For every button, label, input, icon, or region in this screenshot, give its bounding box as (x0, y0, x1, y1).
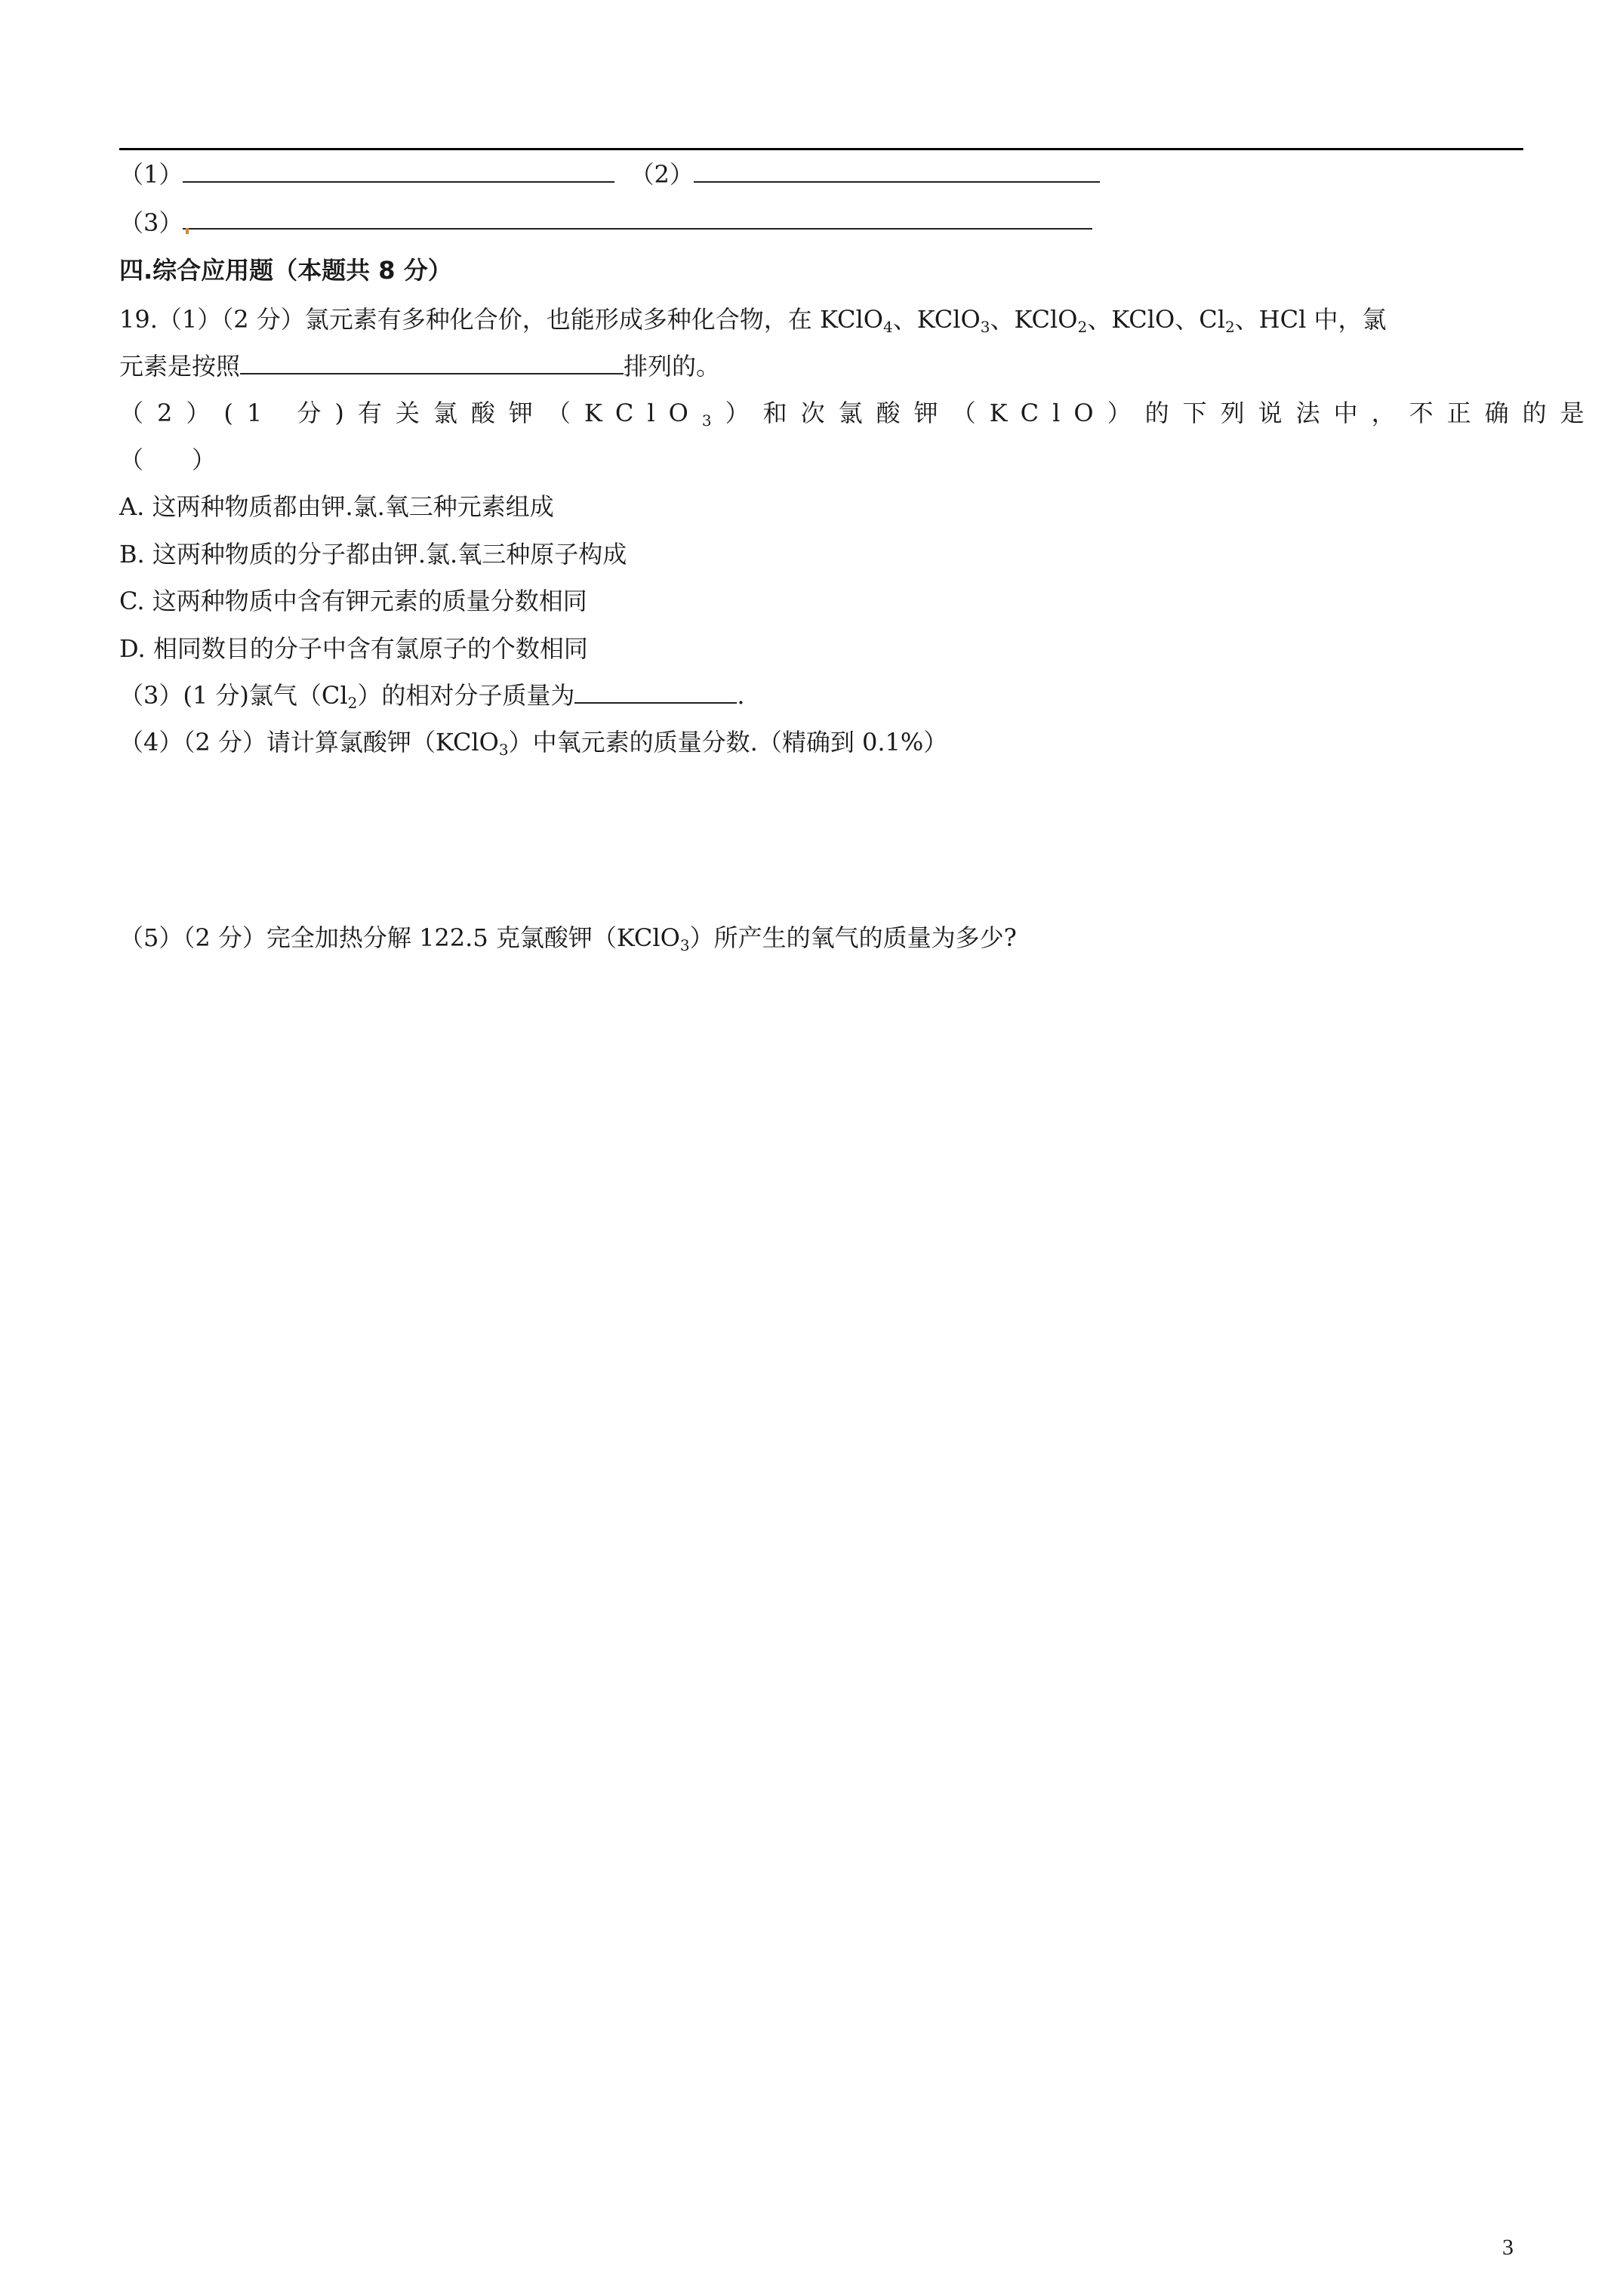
subscript: 2 (347, 694, 358, 712)
q19-p1-text-d: 、KClO、Cl (1087, 305, 1225, 334)
q19-p3-text-b: ）的相对分子质量为 (357, 681, 575, 710)
q19-p4-text-b: ）中氧元素的质量分数.（精确到 0.1%） (508, 728, 948, 757)
answer-label-1: （1） (119, 160, 183, 189)
q19-part2-answer-paren[interactable]: （ ） (119, 445, 217, 474)
q19-part1-line1 (119, 302, 1386, 337)
answer-blank-1[interactable] (183, 159, 614, 183)
answer-blank-2[interactable] (694, 159, 1100, 183)
pen-mark (186, 228, 189, 234)
q19-part2-line1 (119, 396, 1598, 430)
option-c: C. 这两种物质中含有钾元素的质量分数相同 (119, 587, 587, 615)
q19-p1-line2-text-b: 排列的。 (624, 352, 721, 381)
subscript: 3 (679, 936, 690, 954)
option-a: A. 这两种物质都由钾.氯.氧三种元素组成 (119, 492, 554, 521)
option-b: B. 这两种物质的分子都由钾.氯.氧三种原子构成 (119, 540, 627, 569)
subscript: 2 (1224, 318, 1235, 336)
q19-p3-text-c: . (737, 681, 745, 710)
subscript: 4 (882, 318, 893, 336)
subscript: 3 (980, 318, 990, 336)
q19-p3-blank[interactable] (574, 680, 737, 704)
subscript: 3 (701, 411, 725, 430)
subscript: 3 (498, 741, 509, 759)
q19-part3 (119, 678, 745, 713)
page-number: 3 (1502, 2235, 1514, 2260)
q19-part4 (119, 725, 947, 760)
q19-p5-text-a: （5）（2 分）完全加热分解 122.5 克氯酸钾（KClO (119, 923, 680, 952)
q19-p1-blank[interactable] (240, 350, 624, 374)
subscript: 2 (1077, 318, 1088, 336)
q19-p1-text-b: 、KClO (892, 305, 981, 334)
q19-p4-text-a: （4）（2 分）请计算氯酸钾（KClO (119, 728, 499, 757)
q19-p1-text-e: 、HCl 中，氯 (1234, 305, 1387, 334)
section-title: 四.综合应用题（本题共 8 分） (119, 256, 452, 285)
answer-line-3 (119, 205, 1092, 240)
option-d: D. 相同数目的分子中含有氯原子的个数相同 (119, 634, 588, 663)
answer-blank-3[interactable] (183, 205, 1092, 230)
q19-p5-text-b: ）所产生的氧气的质量为多少? (689, 923, 1017, 952)
q19-part5 (119, 920, 1017, 955)
q19-p3-text-a: （3）(1 分)氯气（Cl (119, 681, 348, 710)
q19-p1-line2-text-a: 元素是按照 (119, 352, 241, 381)
answer-label-3: （3） (119, 208, 183, 237)
q19-p2-text-b: ）和次氯酸钾（KClO）的下列说法中，不正确的是 (725, 399, 1598, 427)
header-rule (119, 148, 1523, 150)
answer-line-1-2 (119, 157, 1100, 192)
q19-p1-text-a: 19.（1）（2 分）氯元素有多种化合价，也能形成多种化合物，在 KClO (119, 305, 883, 334)
q19-p1-text-c: 、KClO (990, 305, 1078, 334)
q19-part1-line2 (119, 349, 720, 384)
answer-label-2: （2） (630, 160, 694, 189)
q19-p2-text-a: （2）(1 分)有关氯酸钾（KClO (119, 399, 702, 427)
